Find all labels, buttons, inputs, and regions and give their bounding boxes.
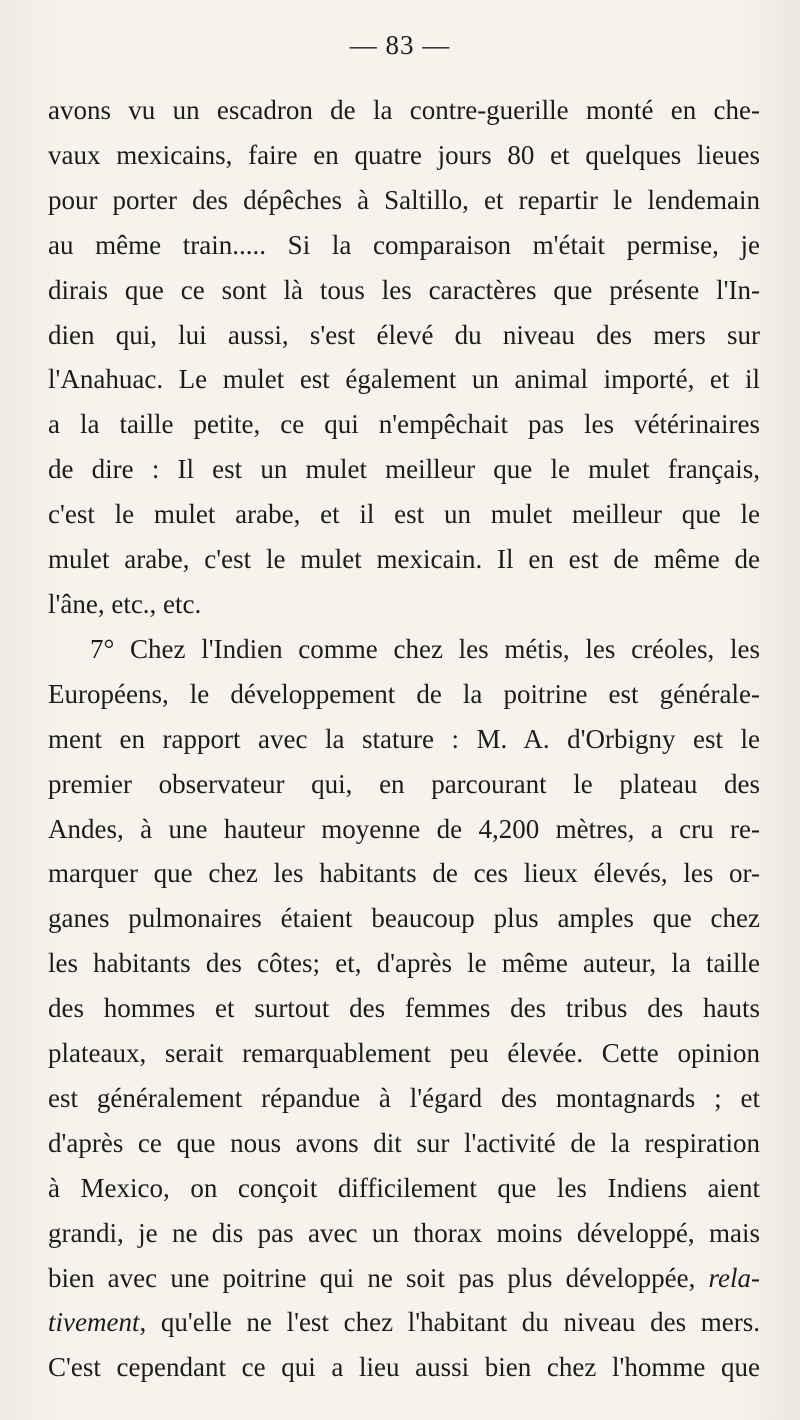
body-text <box>48 88 760 1390</box>
text-line: dien qui, lui aussi, s'est élevé du niveau des mers sur <box>48 319 760 350</box>
text-line-plain: , qu'elle ne l'est chez l'habitant du niveau des mers. <box>139 1307 760 1338</box>
text-line: grandi, je ne dis pas avec un thorax moins développé, mais <box>48 1217 760 1248</box>
text-line: plateaux, serait remarquablement peu élevée. Cette opinion <box>48 1038 760 1069</box>
text-line: dirais que ce sont là tous les caractères que présente l'In- <box>48 274 760 305</box>
text-line: pour porter des dépêches à Saltillo, et repartir le lendemain <box>48 184 760 215</box>
paragraph-start-line: 7° Chez l'Indien comme chez les métis, les créoles, les <box>90 633 760 664</box>
text-line: avons vu un escadron de la contre-guerille monté en che- <box>48 95 760 125</box>
text-line: vaux mexicains, faire en quatre jours 80 et quelques lieues <box>48 139 760 170</box>
text-line-with-italic <box>48 1300 760 1345</box>
text-line: des hommes et surtout des femmes des tribus des hauts <box>48 993 760 1024</box>
text-line: marquer que chez les habitants de ces lieux élevés, les or- <box>48 858 760 889</box>
text-line-with-italic <box>48 1256 760 1301</box>
page-number: — 83 — <box>349 30 451 60</box>
text-line-plain: bien avec une poitrine qui ne soit pas plus développée, <box>48 1262 696 1293</box>
text-line: Andes, à une hauteur moyenne de 4,200 mètres, a cru re- <box>48 813 760 844</box>
text-line: ment en rapport avec la stature : M. A. d'Orbigny est le <box>48 723 760 754</box>
text-line: au même train..... Si la comparaison m'était permise, je <box>48 229 760 260</box>
text-line: C'est cependant ce qui a lieu aussi bien chez l'homme que <box>48 1352 760 1383</box>
text-line: Européens, le développement de la poitrine est générale- <box>48 678 760 709</box>
italic-word: rela- <box>708 1262 761 1293</box>
text-line: l'Anahuac. Le mulet est également un animal importé, et il <box>48 364 760 395</box>
italic-word: tivement <box>48 1307 140 1338</box>
paragraph-end-line: l'âne, etc., etc. <box>48 588 202 619</box>
text-line: c'est le mulet arabe, et il est un mulet meilleur que le <box>48 499 760 530</box>
text-line: mulet arabe, c'est le mulet mexicain. Il en est de même de <box>48 544 760 575</box>
text-line: premier observateur qui, en parcourant le plateau des <box>48 768 760 799</box>
text-line: à Mexico, on conçoit difficilement que les Indiens aient <box>48 1172 760 1203</box>
text-line: d'après ce que nous avons dit sur l'activité de la respiration <box>48 1127 760 1158</box>
text-line: est généralement répandue à l'égard des montagnards ; et <box>48 1082 760 1113</box>
text-line: ganes pulmonaires étaient beaucoup plus amples que chez <box>48 903 760 934</box>
text-line: de dire : Il est un mulet meilleur que le mulet français, <box>48 454 760 485</box>
text-line: les habitants des côtes; et, d'après le même auteur, la taille <box>48 948 760 979</box>
text-line: a la taille petite, ce qui n'empêchait pas les vétérinaires <box>48 409 760 440</box>
